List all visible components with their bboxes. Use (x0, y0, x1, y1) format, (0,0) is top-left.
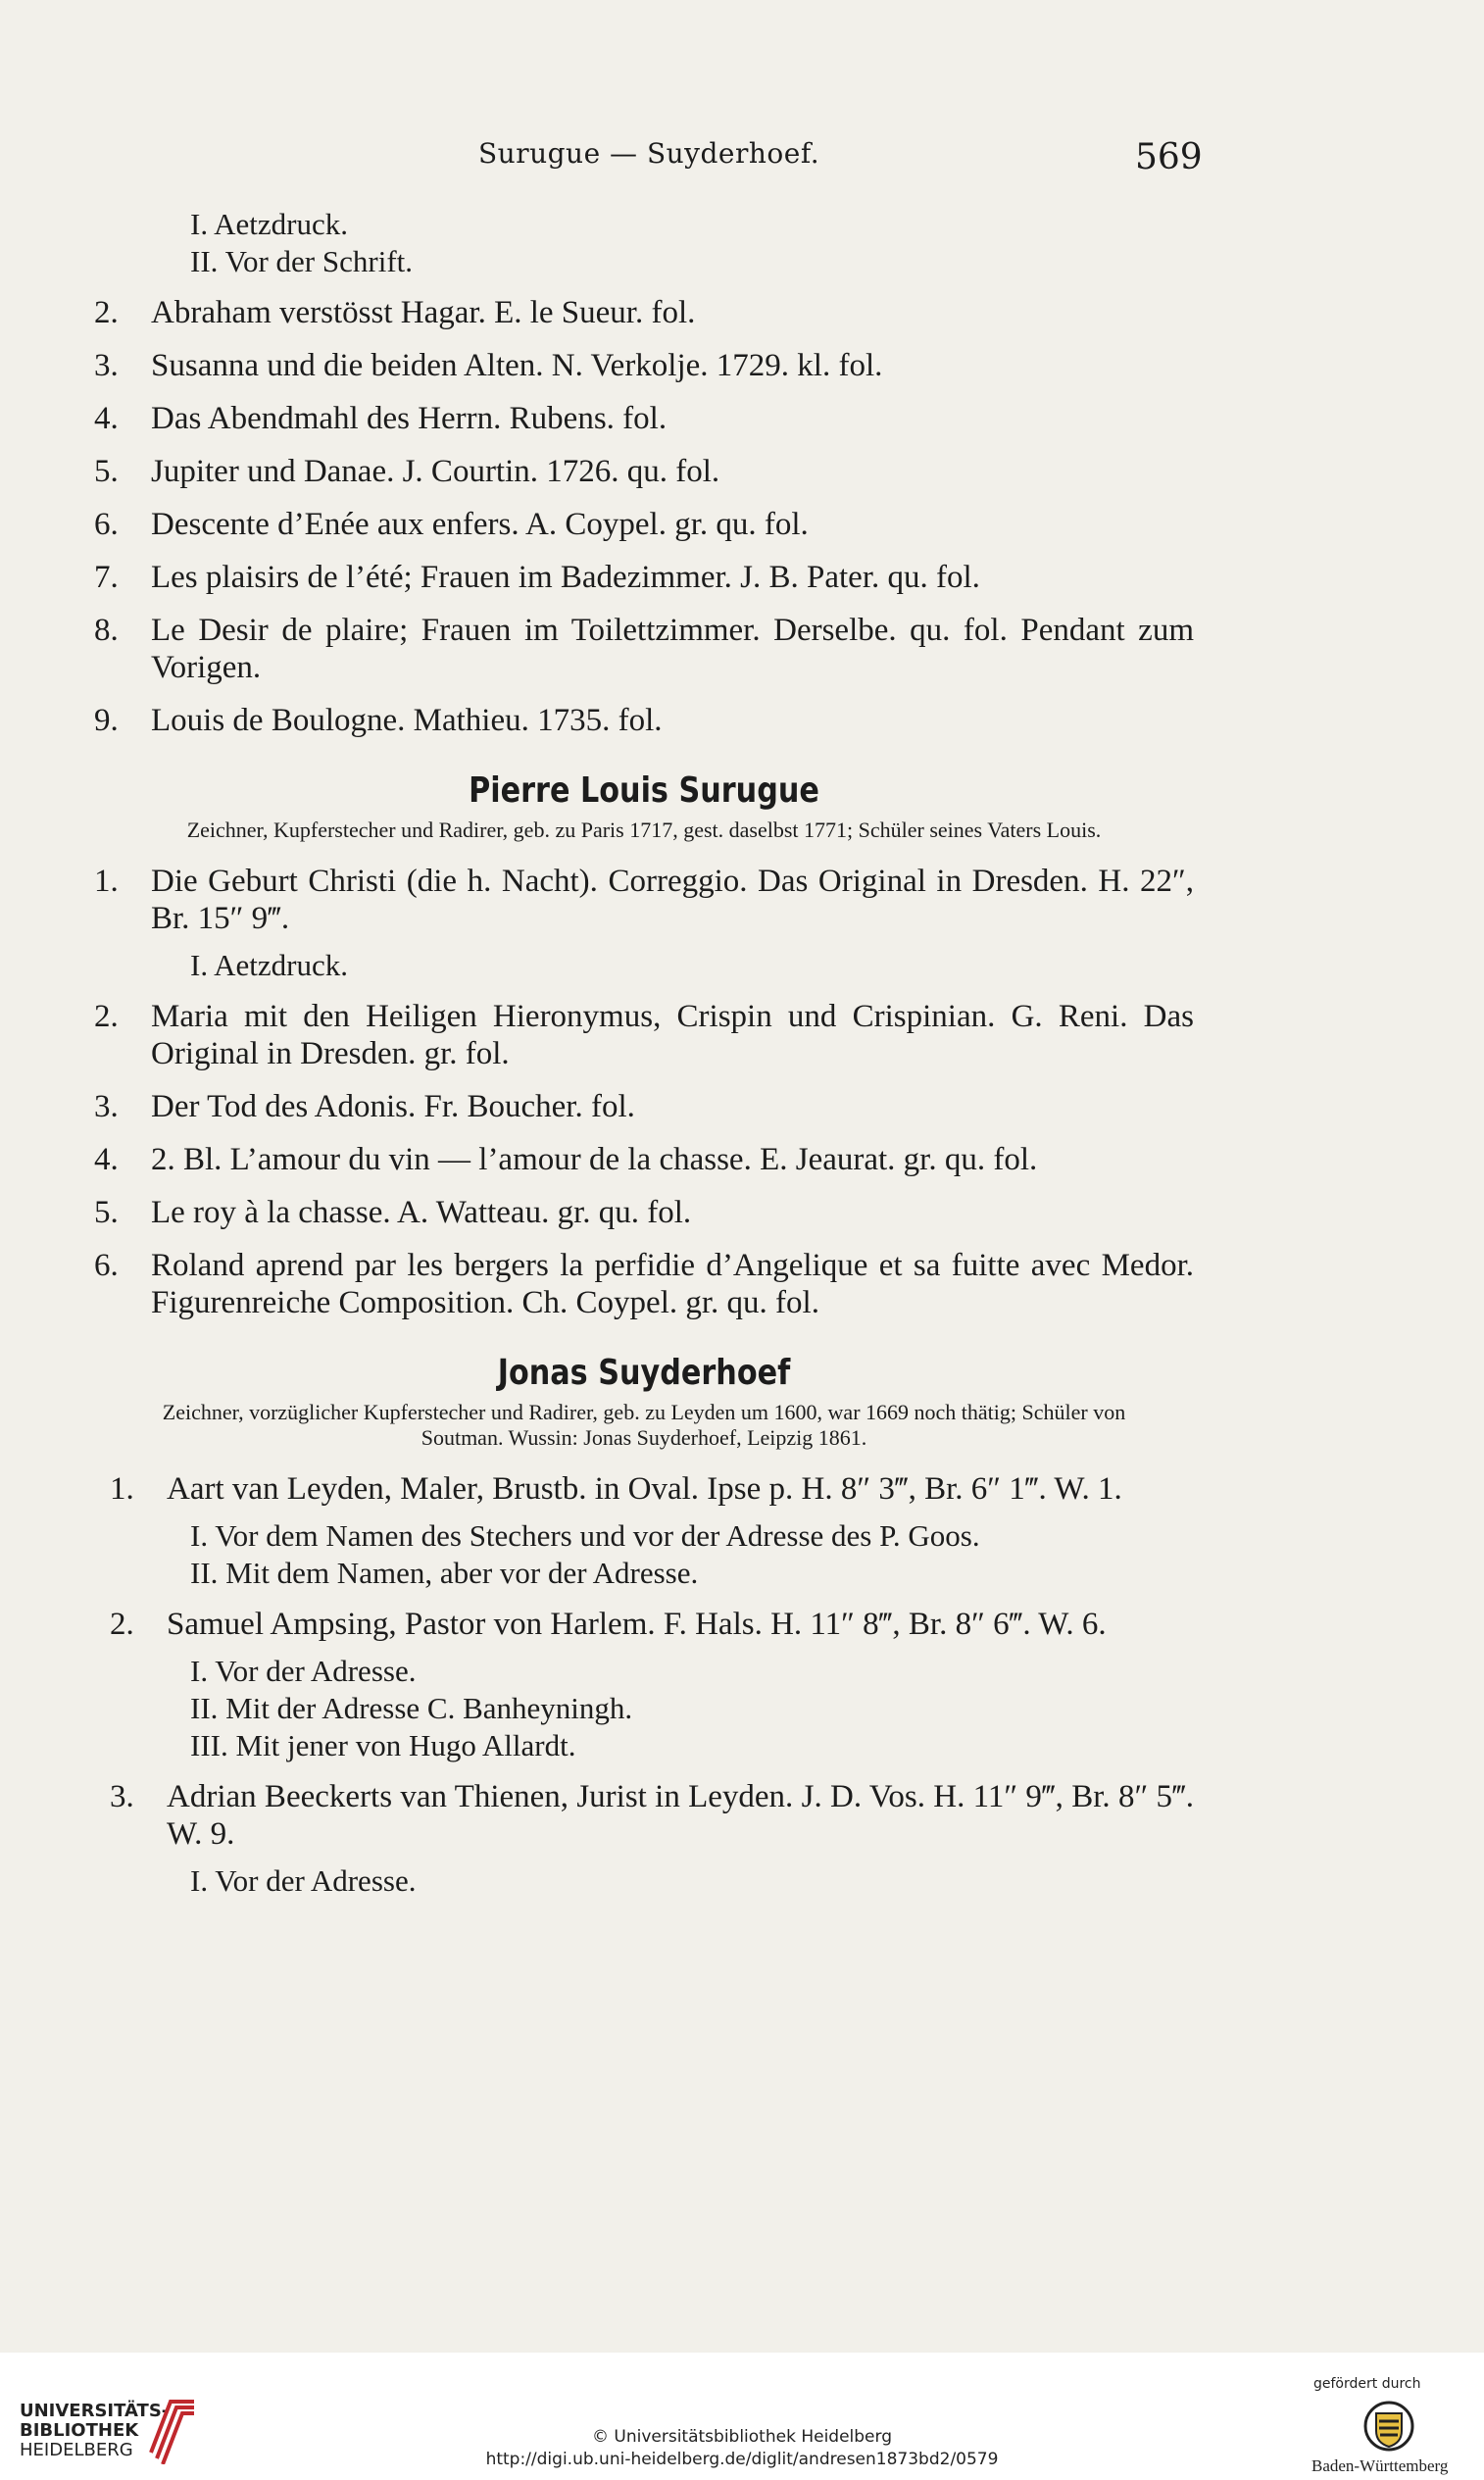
entry-number: 1. (110, 1471, 134, 1507)
entry-states (94, 1653, 1194, 1764)
page-number: 569 (1135, 137, 1203, 177)
entry-text: Die Geburt Christi (die h. Nacht). Correggio. Das Original in Dresden. H. 22″, Br. 15″ 9‴. (151, 864, 1194, 936)
entry-text: Les plaisirs de l’été; Frauen im Badezimmer. J. B. Pater. qu. fol. (151, 560, 980, 595)
catalog-entry (94, 702, 1194, 739)
entry-states (94, 947, 1194, 984)
entry-number: 1. (94, 864, 119, 899)
catalog-entry (94, 453, 1194, 490)
entry-number: 4. (94, 1142, 119, 1177)
section-pierre-louis-surugue (94, 772, 1194, 1321)
entry-number: 2. (110, 1607, 134, 1642)
entry-text: Le Desir de plaire; Frauen im Toilettzimmer. Derselbe. qu. fol. Pendant zum Vorigen. (151, 613, 1194, 685)
entry-number: 5. (94, 1195, 119, 1230)
catalog-entry (94, 294, 1194, 331)
state-line: I. Vor der Adresse. (190, 1863, 417, 1898)
library-line: UNIVERSITÄTS- (20, 2401, 170, 2421)
entry-number: 5. (94, 454, 119, 489)
section-heading: Jonas Suyderhoef (497, 1353, 791, 1393)
top-entry-list (94, 294, 1194, 739)
catalog-entry (94, 1778, 1194, 1853)
catalog-entry (94, 559, 1194, 596)
catalog-entry (94, 1088, 1194, 1125)
entry-number: 2. (94, 295, 119, 330)
entry-number: 6. (94, 1248, 119, 1283)
entry-text: Aart van Leyden, Maler, Brustb. in Oval. Ipse p. H. 8″ 3‴, Br. 6″ 1‴. W. 1. (167, 1471, 1122, 1507)
entry-number: 9. (94, 703, 119, 738)
entry-number: 2. (94, 999, 119, 1034)
running-header: Surugue — Suyderhoef. (478, 137, 820, 170)
entry-states (94, 1862, 1194, 1900)
entry-text: Abraham verstösst Hagar. E. le Sueur. fol. (151, 295, 696, 330)
entry-text: Maria mit den Heiligen Hieronymus, Crispin und Crispinian. G. Reni. Das Original in Dresden. gr. fol. (151, 999, 1194, 1071)
state-line: III. Mit jener von Hugo Allardt. (190, 1728, 576, 1762)
artist-bio: Zeichner, vorzüglicher Kupferstecher und Radirer, geb. zu Leyden um 1600, war 1669 noch thätig; Schüler von Soutman. Wussin: Jonas Suyderhoef, Leipzig 1861. (162, 1400, 1126, 1450)
footer (0, 2353, 1484, 2480)
sponsor-name: Baden-Württemberg (1311, 2456, 1449, 2475)
entry-states (94, 1517, 1194, 1592)
catalog-entry (94, 347, 1194, 384)
state-line: I. Aetzdruck. (190, 207, 348, 241)
entry-text: Adrian Beeckerts van Thienen, Jurist in Leyden. J. D. Vos. H. 11″ 9‴, Br. 8″ 5‴. W. 9. (167, 1779, 1194, 1852)
entry-number: 7. (94, 560, 119, 595)
section-heading: Pierre Louis Surugue (469, 770, 819, 811)
entry-text: Le roy à la chasse. A. Watteau. gr. qu. fol. (151, 1195, 692, 1230)
catalog-entry (94, 1470, 1194, 1508)
catalog-entry (94, 998, 1194, 1072)
copyright-notice: © Universitätsbibliothek Heidelberg (591, 2427, 892, 2447)
entry-text: Samuel Ampsing, Pastor von Harlem. F. Hals. H. 11″ 8‴, Br. 8″ 6‴. W. 6. (167, 1607, 1107, 1642)
catalog-entry (94, 863, 1194, 937)
entry-text: Das Abendmahl des Herrn. Rubens. fol. (151, 401, 668, 436)
state-line: II. Mit dem Namen, aber vor der Adresse. (190, 1556, 699, 1590)
state-line: II. Mit der Adresse C. Banheyningh. (190, 1691, 633, 1725)
section-jonas-suyderhoef (94, 1355, 1194, 1900)
library-line: BIBLIOTHEK (20, 2420, 139, 2441)
catalog-entry (94, 1141, 1194, 1178)
source-url[interactable]: http://digi.ub.uni-heidelberg.de/diglit/andresen1873bd2/0579 (485, 2450, 999, 2469)
state-line: II. Vor der Schrift. (190, 244, 414, 278)
artist-bio: Zeichner, Kupferstecher und Radirer, geb. zu Paris 1717, gest. daselbst 1771; Schüler seines Vaters Louis. (186, 818, 1102, 842)
state-line: I. Vor dem Namen des Stechers und vor der Adresse des P. Goos. (190, 1518, 980, 1553)
state-line: I. Vor der Adresse. (190, 1654, 417, 1688)
entry-number: 3. (94, 1089, 119, 1124)
entry-text: Susanna und die beiden Alten. N. Verkolje. 1729. kl. fol. (151, 348, 883, 383)
entry-number: 6. (94, 507, 119, 542)
entry-number: 3. (110, 1779, 134, 1814)
entry-text: Jupiter und Danae. J. Courtin. 1726. qu. fol. (151, 454, 720, 489)
catalog-entry (94, 400, 1194, 437)
state-line: I. Aetzdruck. (190, 948, 348, 982)
entry-text: Der Tod des Adonis. Fr. Boucher. fol. (151, 1089, 635, 1124)
library-line: HEIDELBERG (20, 2440, 133, 2460)
catalog-entry (94, 1606, 1194, 1643)
catalog-entry (94, 506, 1194, 543)
carryover-states (94, 206, 1194, 280)
entry-text: 2. Bl. L’amour du vin — l’amour de la chasse. E. Jeaurat. gr. qu. fol. (151, 1142, 1038, 1177)
page-body (94, 206, 1194, 1913)
entry-number: 8. (94, 613, 119, 648)
entry-text: Descente d’Enée aux enfers. A. Coypel. gr. qu. fol. (151, 507, 809, 542)
sponsor-label: gefördert durch (1313, 2376, 1421, 2392)
catalog-entry (94, 1194, 1194, 1231)
entry-text: Roland aprend par les bergers la perfidie d’Angelique et sa fuitte avec Medor. Figurenreiche Composition. Ch. Coypel. gr. qu. fol. (151, 1248, 1194, 1320)
catalog-entry (94, 1247, 1194, 1321)
entry-text: Louis de Boulogne. Mathieu. 1735. fol. (151, 703, 663, 738)
entry-number: 3. (94, 348, 119, 383)
catalog-entry (94, 612, 1194, 686)
entry-number: 4. (94, 401, 119, 436)
state-coat-of-arms-icon (1362, 2400, 1415, 2453)
